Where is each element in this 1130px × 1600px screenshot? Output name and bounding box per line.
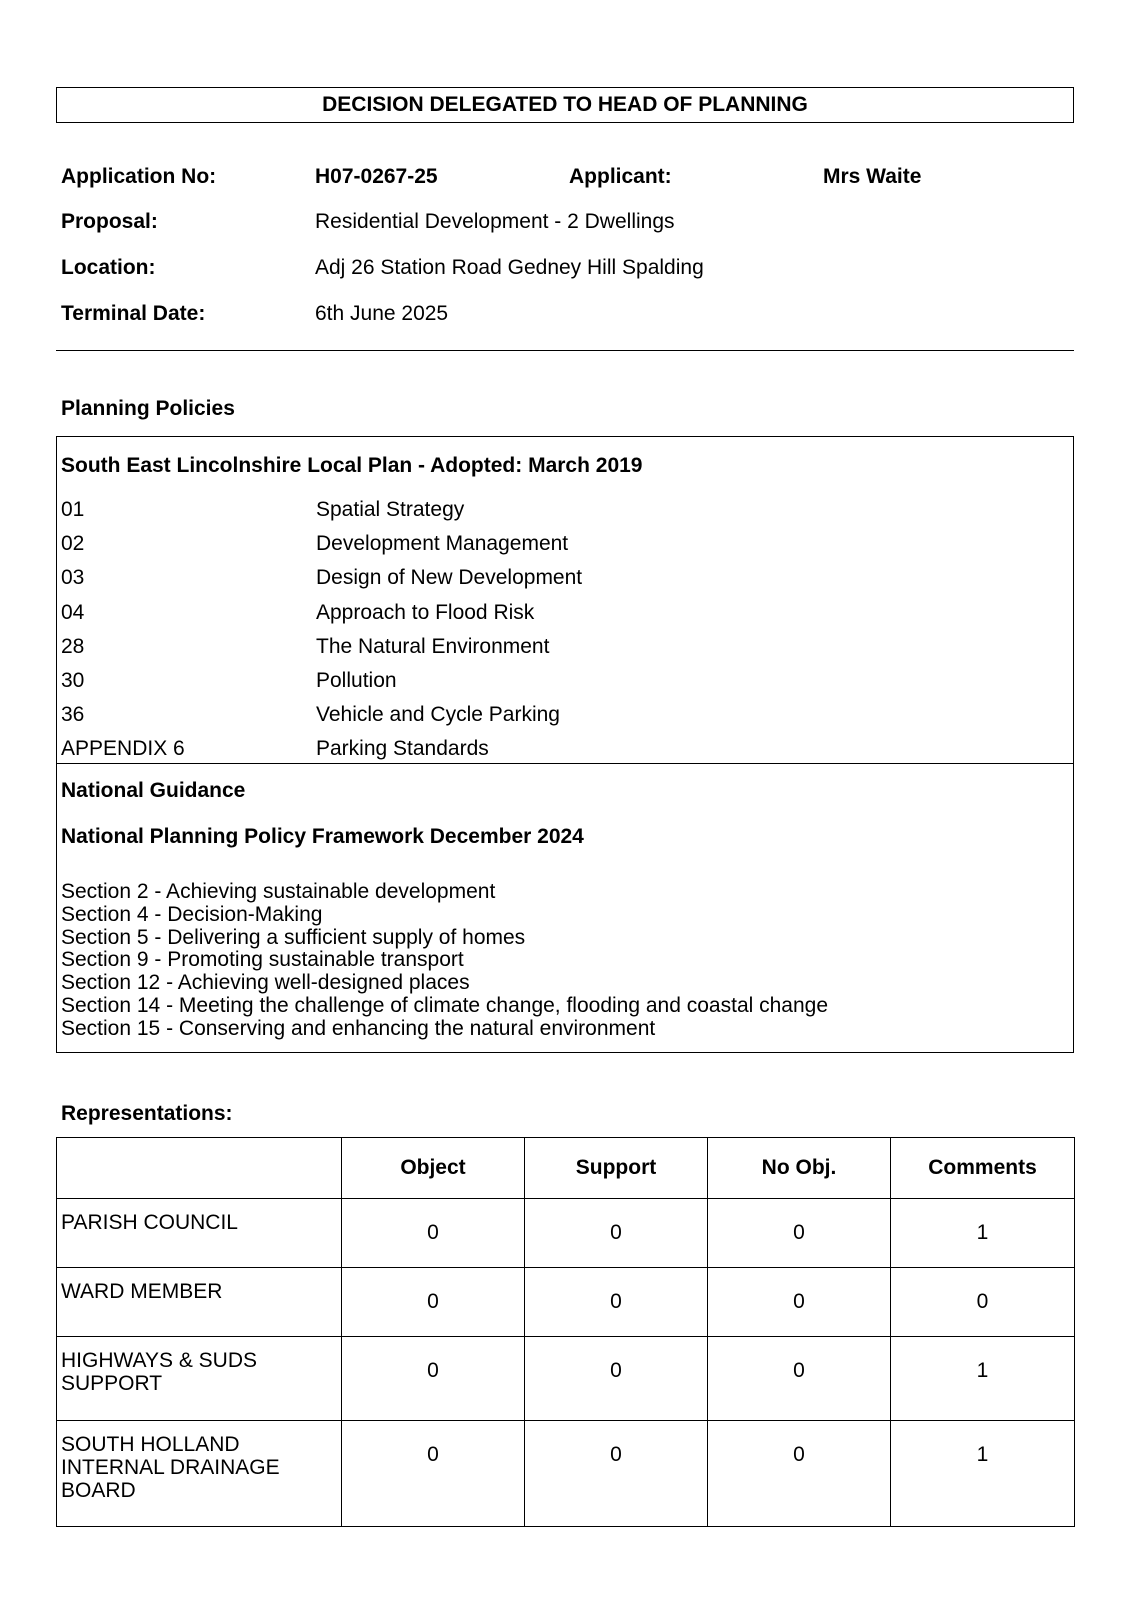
applicant-value: Mrs Waite [823,165,922,188]
consultee-name-line: PARISH COUNCIL [61,1211,238,1234]
support-count: 0 [525,1199,708,1268]
policy-code: 02 [61,532,85,556]
nppf-section: Section 9 - Promoting sustainable transport [61,948,464,972]
table-row [57,1268,1075,1337]
consultee-name [57,1337,342,1421]
nppf-title: National Planning Policy Framework December 2024 [61,825,584,848]
column-header: Object [342,1138,525,1199]
policy-code: 04 [61,600,85,624]
nppf-section: Section 15 - Conserving and enhancing the natural environment [61,1016,656,1040]
support-count: 0 [525,1337,708,1421]
column-header: Comments [891,1138,1075,1199]
local-plan-title: South East Lincolnshire Local Plan - Adopted: March 2019 [61,454,643,477]
nppf-section: Section 5 - Delivering a sufficient supply of homes [61,925,526,949]
no-obj-count: 0 [708,1421,891,1527]
consultee-name-line: HIGHWAYS & SUDS [61,1349,258,1372]
policies-divider [57,763,1073,764]
terminal-date-value: 6th June 2025 [315,302,449,325]
proposal-value: Residential Development - 2 Dwellings [315,210,675,233]
no-obj-count: 0 [708,1337,891,1421]
location-value: Adj 26 Station Road Gedney Hill Spalding [315,256,704,279]
policy-code: 30 [61,668,85,692]
national-guidance-heading: National Guidance [61,779,246,802]
policy-name: Parking Standards [316,737,489,761]
comments-count: 1 [891,1199,1075,1268]
policy-code: 36 [61,703,85,727]
policy-name: The Natural Environment [316,634,550,658]
support-count: 0 [525,1421,708,1527]
policy-code: 03 [61,566,85,590]
column-header [57,1138,342,1199]
decision-title-box [56,87,1074,123]
nppf-section: Section 14 - Meeting the challenge of climate change, flooding and coastal change [61,993,829,1017]
consultee-name [57,1199,342,1268]
header-divider [56,350,1074,351]
comments-count: 1 [891,1337,1075,1421]
applicant-label: Applicant: [569,165,672,188]
table-row [57,1199,1075,1268]
decision-title: DECISION DELEGATED TO HEAD OF PLANNING [322,93,808,116]
nppf-section: Section 2 - Achieving sustainable development [61,880,496,903]
consultee-name-line: INTERNAL DRAINAGE [61,1456,280,1479]
object-count: 0 [342,1268,525,1337]
policy-code: 28 [61,634,85,658]
comments-count: 1 [891,1421,1075,1527]
consultee-name [57,1421,342,1527]
nppf-section-list [61,881,828,1041]
no-obj-count: 0 [708,1268,891,1337]
policy-name: Approach to Flood Risk [316,600,535,624]
policies-box [56,436,1074,1053]
policy-name: Pollution [316,668,397,692]
nppf-section: Section 12 - Achieving well-designed places [61,971,470,995]
policy-name: Development Management [316,532,569,556]
consultee-name-line: SUPPORT [61,1372,163,1395]
representations-table [56,1137,1075,1527]
object-count: 0 [342,1337,525,1421]
policy-name: Spatial Strategy [316,498,465,521]
policy-code: APPENDIX 6 [61,737,185,761]
comments-count: 0 [891,1268,1075,1337]
policy-name: Vehicle and Cycle Parking [316,703,560,727]
table-row [57,1337,1075,1421]
column-header: Support [525,1138,708,1199]
planning-policies-heading: Planning Policies [61,397,235,420]
representations-heading: Representations: [61,1102,233,1125]
object-count: 0 [342,1421,525,1527]
nppf-section: Section 4 - Decision-Making [61,902,323,926]
location-label: Location: [61,256,156,279]
consultee-name-line: BOARD [61,1479,136,1502]
consultee-name-line: SOUTH HOLLAND [61,1433,240,1456]
consultee-name-line: WARD MEMBER [61,1280,223,1303]
proposal-label: Proposal: [61,210,158,233]
consultee-name [57,1268,342,1337]
table-header-row [57,1138,1075,1199]
policy-name: Design of New Development [316,566,583,590]
application-no-value: H07-0267-25 [315,165,438,188]
no-obj-count: 0 [708,1199,891,1268]
application-no-label: Application No: [61,165,217,188]
table-row [57,1421,1075,1527]
policy-code: 01 [61,498,85,521]
support-count: 0 [525,1268,708,1337]
terminal-date-label: Terminal Date: [61,302,206,325]
column-header: No Obj. [708,1138,891,1199]
object-count: 0 [342,1199,525,1268]
